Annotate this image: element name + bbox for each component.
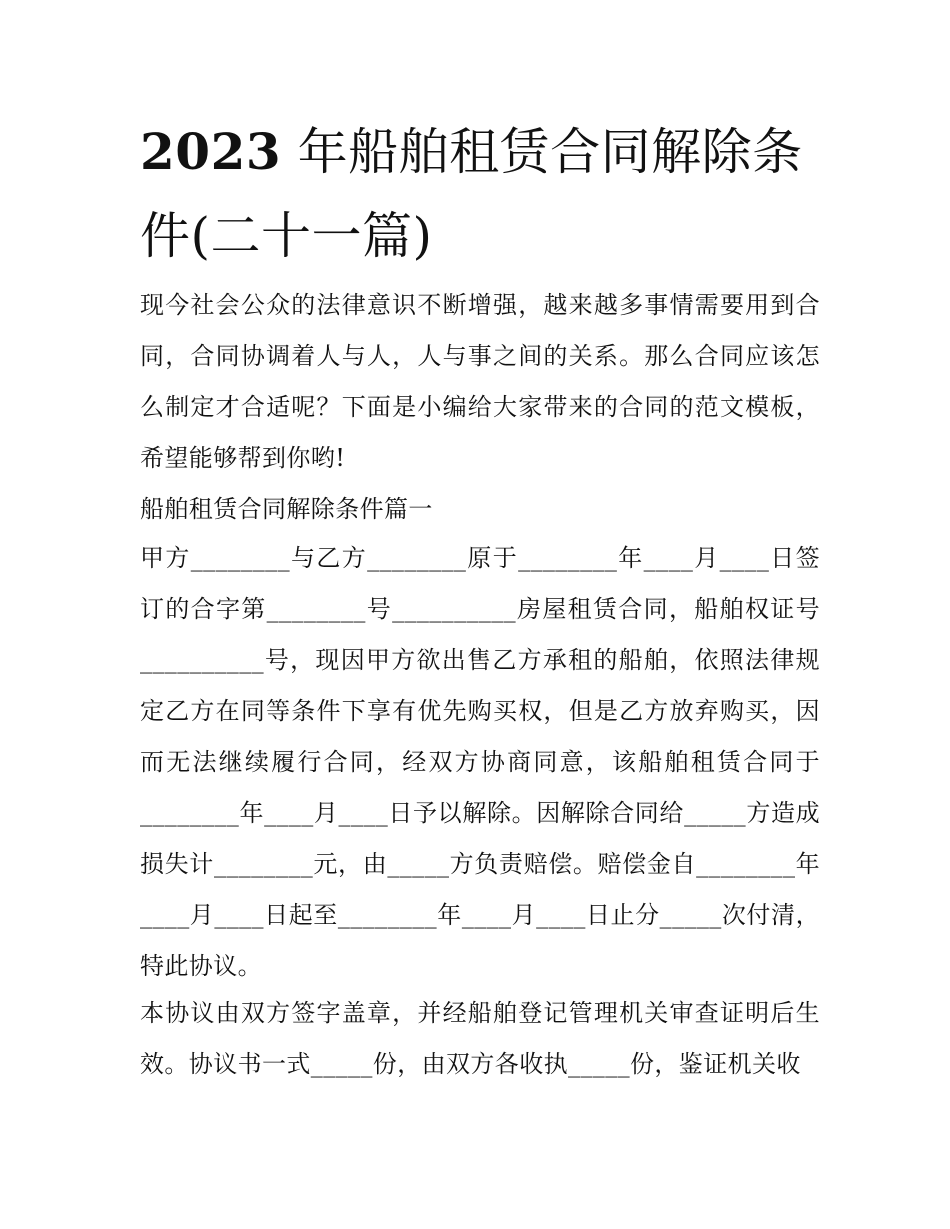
document-title <box>140 110 830 278</box>
title-year: 2023 <box>140 122 282 181</box>
effect-clause-paragraph: 本协议由双方签字盖章，并经船舶登记管理机关审查证明后生效。协议书一式_____份，由双方各收执_____份，鉴证机关收 <box>140 999 820 1078</box>
intro-paragraph: 现今社会公众的法律意识不断增强，越来越多事情需要用到合同，合同协调着人与人，人与事之间的关系。那么合同应该怎么制定才合适呢？下面是小编给大家带来的合同的范文模板，希望能够帮到你哟! <box>140 291 820 472</box>
termination-clause-paragraph: 甲方________与乙方________原于________年____月____日签订的合字第________号__________房屋租赁合同，船舶权证号__________号，现因甲方欲出售乙方承租的船舶，依照法律规定乙方在同等条件下享有优先购买权，但是乙方放弃购买，因而无法继续履行合同，经双方协商同意，该船舶租赁合同于________年____月____日予以解除。因解除合同给_____方造成损失计________元，由_____方负责赔偿。赔偿金自________年____月____日起至________年____月____日止分_____次付清，特此协议。 <box>140 544 820 980</box>
section-heading: 船舶租赁合同解除条件篇一 <box>140 495 433 523</box>
title-text: 年船舶租赁合同解除条件(二十一篇) <box>140 123 803 265</box>
